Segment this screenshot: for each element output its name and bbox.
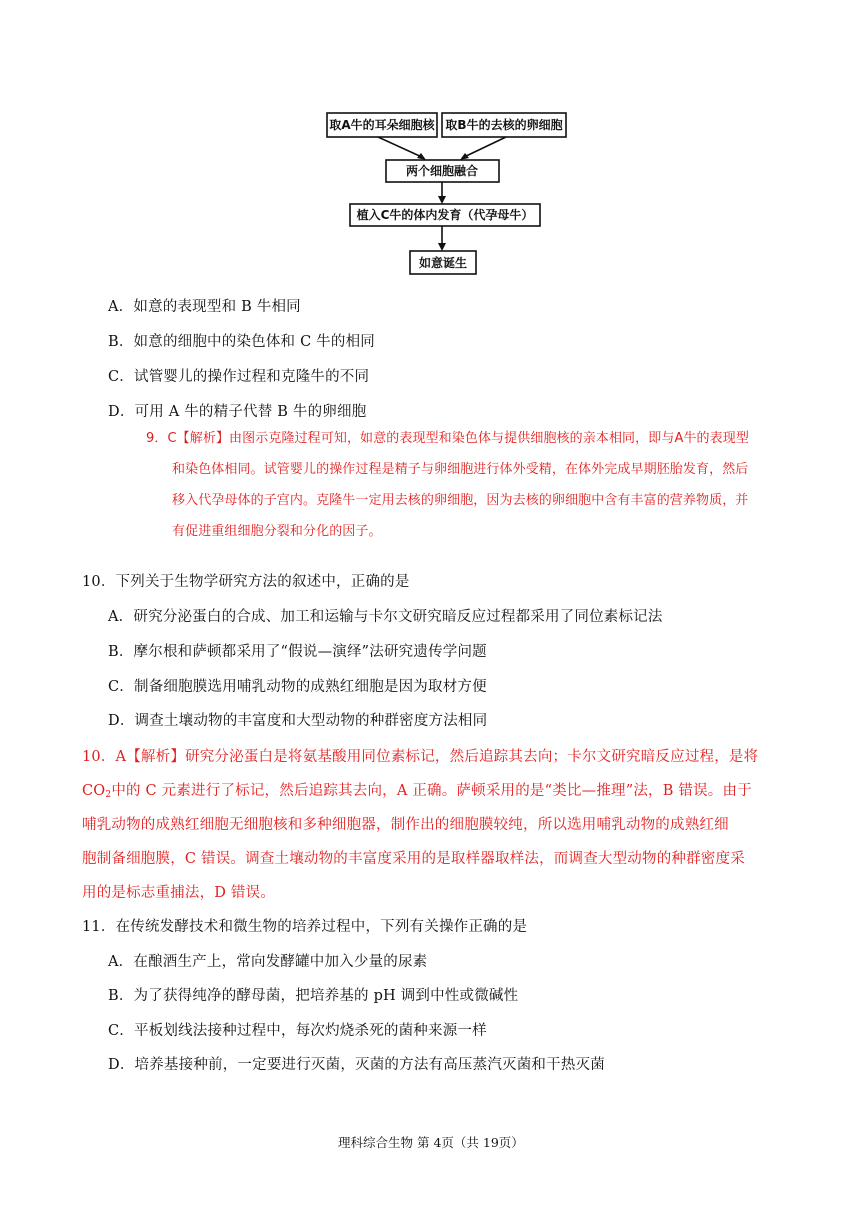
flow-text-2: 取B牛的去核的卵细胞: [445, 118, 563, 132]
flow-text-3: 两个细胞融合: [405, 164, 479, 178]
q9-answer-line-4: 有促进重组细胞分裂和分化的因子。: [172, 524, 382, 539]
q9-option-d: D．可用 A 牛的精子代替 B 牛的卵细胞: [108, 404, 367, 420]
q9-option-b: B．如意的细胞中的染色体和 C 牛的相同: [108, 334, 375, 350]
q9-answer-line-2: 和染色体相同。试管婴儿的操作过程是精子与卵细胞进行体外受精，在体外完成早期胚胎发育，然后: [172, 462, 749, 477]
q9-answer-line-1: 9．C【解析】由图示克隆过程可知，如意的表现型和染色体与提供细胞核的亲本相同，即与A牛的表现型: [146, 431, 749, 446]
flow-text-4: 植入C牛的体内发育（代孕母牛）: [356, 208, 534, 222]
flowchart-svg: [320, 108, 570, 280]
q10-answer-line-4: 胞制备细胞膜，C 错误。调查土壤动物的丰富度采用的是取样器取样法，而调查大型动物的种群密度采: [82, 851, 745, 867]
q10-option-c: C．制备细胞膜选用哺乳动物的成熟红细胞是因为取材方便: [108, 679, 487, 695]
flow-text-1: 取A牛的耳朵细胞核: [329, 118, 435, 132]
flow-text-5: 如意诞生: [418, 256, 468, 270]
q9-answer-line-3: 移入代孕母体的子宫内。克隆牛一定用去核的卵细胞，因为去核的卵细胞中含有丰富的营养物质，并: [172, 493, 749, 508]
page-footer: 理科综合生物 第 4页（共 19页）: [338, 1135, 524, 1150]
q11-option-c: C．平板划线法接种过程中，每次灼烧杀死的菌种来源一样: [108, 1023, 487, 1039]
q10-answer-line-1: 10．A【解析】研究分泌蛋白是将氨基酸用同位素标记，然后追踪其去向；卡尔文研究暗反应过程，是将: [82, 749, 759, 765]
q10-option-a: A．研究分泌蛋白的合成、加工和运输与卡尔文研究暗反应过程都采用了同位素标记法: [108, 609, 663, 625]
q9-option-c: C．试管婴儿的操作过程和克隆牛的不同: [108, 369, 370, 385]
q10-answer-line-5: 用的是标志重捕法，D 错误。: [82, 885, 276, 901]
q9-option-a: A．如意的表现型和 B 牛相同: [108, 299, 301, 315]
q10-answer-line-3: 哺乳动物的成熟红细胞无细胞核和多种细胞器，制作出的细胞膜较纯，所以选用哺乳动物的成熟红细: [82, 817, 729, 833]
q10-answer-line-2: $CO_2$中的 C 元素进行了标记，然后追踪其去向，A 正确。萨顿采用的是“类比—推理”法，B 错误。由于: [82, 783, 752, 800]
q11-option-b: B．为了获得纯净的酵母菌，把培养基的 pH 调到中性或微碱性: [108, 988, 519, 1004]
q10-option-b: B．摩尔根和萨顿都采用了“假说—演绎”法研究遗传学问题: [108, 644, 487, 660]
q10-stem: 10．下列关于生物学研究方法的叙述中，正确的是: [82, 574, 410, 590]
q11-option-d: D．培养基接种前，一定要进行灭菌，灭菌的方法有高压蒸汽灭菌和干热灭菌: [108, 1057, 605, 1073]
q11-stem: 11．在传统发酵技术和微生物的培养过程中，下列有关操作正确的是: [82, 919, 528, 935]
q11-option-a: A．在酿酒生产上，常向发酵罐中加入少量的尿素: [108, 954, 428, 970]
q10-option-d: D．调查土壤动物的丰富度和大型动物的种群密度方法相同: [108, 713, 488, 729]
